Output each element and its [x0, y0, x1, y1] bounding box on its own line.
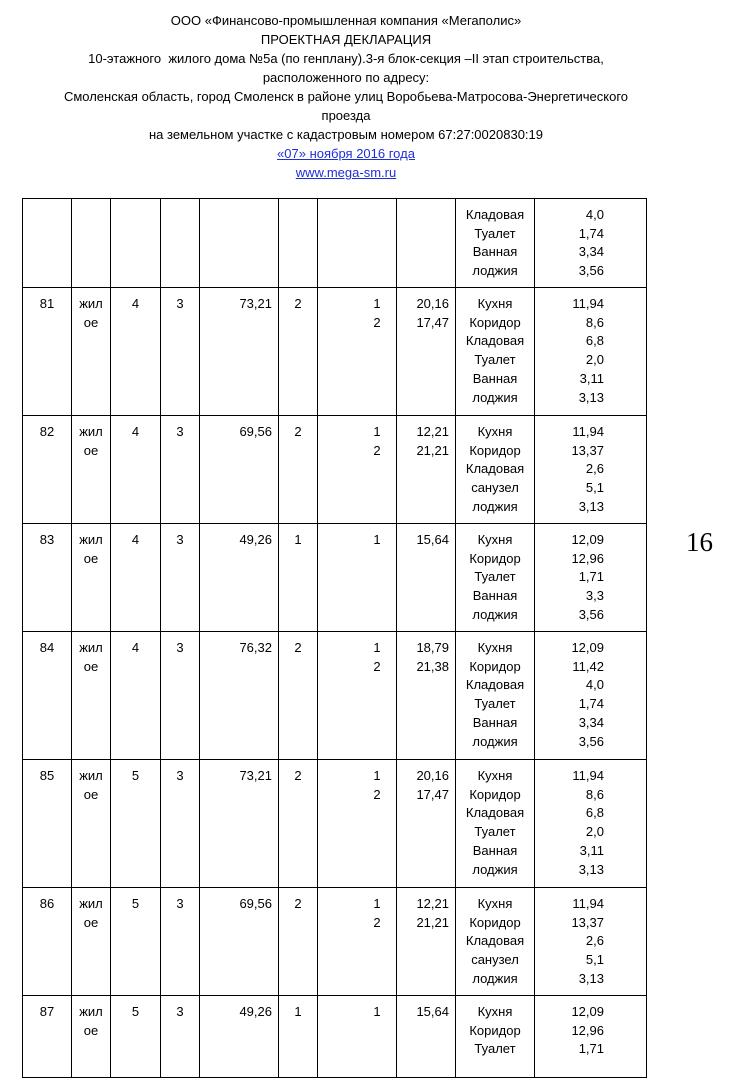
aux-room-area: 8,6 [585, 786, 604, 802]
aux-room-area: 12,96 [571, 550, 604, 566]
apartment-number: 83 [39, 532, 55, 547]
website-link[interactable]: www.mega-sm.ru [295, 165, 397, 180]
room-area: 15,64 [416, 532, 449, 547]
aux-room-area: 5,1 [585, 480, 604, 496]
room-number-cell [318, 888, 397, 996]
room-area: 17,47 [416, 786, 449, 802]
aux-room-name: лоджия [472, 498, 518, 514]
company-name: ООО «Финансово-промышленная компания «Мегаполис» [170, 13, 522, 28]
apartment-type: жил [79, 768, 103, 783]
apartment-type-cell [72, 632, 111, 760]
total-area-cell [200, 888, 279, 996]
apartment-type: жил [79, 532, 103, 547]
table-row [23, 199, 647, 288]
object-description-cont: расположенного по адресу: [262, 70, 430, 85]
cadastral-number: на земельном участке с кадастровым номером 67:27:0020830:19 [148, 127, 543, 142]
room-area-cell [397, 288, 456, 416]
room-area: 20,16 [416, 296, 449, 311]
aux-room-area: 3,34 [578, 714, 604, 730]
apartment-type: ое [83, 786, 99, 802]
apartment-type-cell [72, 416, 111, 524]
aux-room-name-cell [456, 524, 535, 632]
aux-room-area: 3,13 [578, 970, 604, 986]
room-count-cell [279, 416, 318, 524]
floor-cell [111, 632, 161, 760]
apartments-table [22, 198, 647, 1078]
room-count-cell [279, 288, 318, 416]
aux-room-area-cell [535, 632, 647, 760]
apartment-number-cell [23, 199, 72, 288]
apartment-number: 86 [39, 896, 55, 911]
floor-cell [111, 996, 161, 1078]
aux-room-name: Ванная [472, 588, 518, 604]
aux-room-name: Кладовая [465, 933, 525, 949]
aux-room-name: лоджия [472, 606, 518, 622]
section-cell [161, 996, 200, 1078]
aux-room-area: 8,6 [585, 314, 604, 330]
aux-room-area: 11,94 [572, 896, 604, 911]
aux-room-name: Кухня [477, 768, 513, 783]
aux-room-area: 3,3 [585, 588, 604, 604]
apartment-type: жил [79, 296, 103, 311]
aux-room-name: Ванная [472, 842, 518, 858]
room-number-cell [318, 632, 397, 760]
aux-room-area: 4,0 [585, 677, 604, 693]
aux-room-area: 3,11 [579, 370, 604, 386]
floor-cell [111, 888, 161, 996]
aux-room-area: 12,09 [571, 532, 604, 547]
aux-room-name-cell [456, 288, 535, 416]
apartment-type: ое [83, 914, 99, 930]
aux-room-area: 4,0 [585, 207, 604, 222]
room-area-cell [397, 199, 456, 288]
total-area: 73,21 [239, 296, 272, 311]
aux-room-name-cell [456, 632, 535, 760]
total-area-cell [200, 288, 279, 416]
aux-room-area-cell [535, 996, 647, 1078]
date-link[interactable]: «07» ноября 2016 года [277, 146, 415, 161]
aux-room-area: 13,37 [571, 914, 604, 930]
room-area-cell [397, 524, 456, 632]
aux-room-name: санузел [471, 952, 519, 968]
table-row [23, 524, 647, 632]
apartment-type: жил [79, 424, 103, 439]
total-area: 69,56 [239, 896, 272, 911]
room-count-cell [279, 524, 318, 632]
room-count-cell [279, 996, 318, 1078]
section: 3 [176, 424, 184, 439]
aux-room-name: Коридор [469, 314, 521, 330]
floor: 5 [131, 896, 140, 911]
aux-room-name: Кухня [477, 1004, 513, 1019]
room-count: 1 [294, 532, 302, 547]
section-cell [161, 288, 200, 416]
total-area: 69,56 [239, 424, 272, 439]
apartment-type: ое [83, 658, 99, 674]
aux-room-area-cell [535, 760, 647, 888]
aux-room-area: 2,6 [585, 933, 604, 949]
aux-room-area: 1,74 [578, 696, 604, 712]
room-number-cell [318, 288, 397, 416]
apartment-number-cell [23, 288, 72, 416]
table-row [23, 416, 647, 524]
aux-room-area: 6,8 [585, 333, 604, 349]
aux-room-area: 1,71 [578, 1041, 604, 1057]
section-cell [161, 760, 200, 888]
section: 3 [176, 296, 184, 311]
floor: 4 [131, 640, 140, 655]
aux-room-name: Ванная [472, 714, 518, 730]
table-row [23, 888, 647, 996]
aux-room-area: 11,42 [572, 658, 604, 674]
room-area: 17,47 [416, 314, 449, 330]
room-count-cell [279, 760, 318, 888]
room-area: 12,21 [416, 896, 449, 911]
apartment-type: ое [83, 1022, 99, 1038]
aux-room-area: 2,0 [585, 352, 604, 368]
room-number-cell [318, 760, 397, 888]
aux-room-name-cell [456, 760, 535, 888]
section-cell [161, 888, 200, 996]
aux-room-area: 11,94 [572, 296, 604, 311]
floor-cell [111, 416, 161, 524]
aux-room-area: 12,96 [571, 1022, 604, 1038]
aux-room-name: Туалет [474, 824, 516, 840]
aux-room-area: 3,13 [578, 498, 604, 514]
table-row [23, 632, 647, 760]
aux-room-name: Коридор [469, 914, 521, 930]
aux-room-name-cell [456, 199, 535, 288]
room-area-cell [397, 632, 456, 760]
table-row [23, 760, 647, 888]
apartment-type: жил [79, 1004, 103, 1019]
total-area: 76,32 [239, 640, 272, 655]
address-cont: проезда [321, 108, 371, 123]
aux-room-area: 3,11 [579, 842, 604, 858]
room-number: 2 [373, 786, 381, 802]
aux-room-area: 11,94 [572, 424, 604, 439]
aux-room-area-cell [535, 199, 647, 288]
aux-room-name-cell [456, 996, 535, 1078]
section-cell [161, 632, 200, 760]
room-area: 18,79 [416, 640, 449, 655]
apartment-number: 85 [39, 768, 55, 783]
apartment-number-cell [23, 416, 72, 524]
aux-room-name: Коридор [469, 550, 521, 566]
aux-room-name: Коридор [469, 1022, 521, 1038]
room-number: 2 [373, 442, 381, 458]
room-count: 1 [294, 1004, 302, 1019]
aux-room-area: 13,37 [571, 442, 604, 458]
section: 3 [176, 1004, 184, 1019]
aux-room-name: Коридор [469, 786, 521, 802]
aux-room-name: лоджия [472, 263, 518, 279]
table-row [23, 288, 647, 416]
total-area-cell [200, 760, 279, 888]
room-area-cell [397, 888, 456, 996]
apartment-type-cell [72, 760, 111, 888]
aux-room-area: 5,1 [585, 952, 604, 968]
aux-room-name: Туалет [474, 352, 516, 368]
floor-cell [111, 524, 161, 632]
aux-room-name: Кладовая [465, 207, 525, 222]
total-area-cell [200, 996, 279, 1078]
room-count-cell [279, 632, 318, 760]
aux-room-name: лоджия [472, 733, 518, 749]
aux-room-name: Туалет [474, 225, 516, 241]
room-count: 2 [294, 768, 302, 783]
aux-room-area: 1,74 [578, 225, 604, 241]
room-area-cell [397, 416, 456, 524]
floor: 5 [131, 768, 140, 783]
apartment-type-cell [72, 288, 111, 416]
total-area-cell [200, 416, 279, 524]
aux-room-name: лоджия [472, 861, 518, 877]
aux-room-area: 1,71 [578, 569, 604, 585]
apartment-number: 82 [39, 424, 55, 439]
apartment-number: 87 [39, 1004, 55, 1019]
room-number: 1 [373, 1004, 381, 1019]
apartment-number: 84 [39, 640, 55, 655]
apartment-number-cell [23, 996, 72, 1078]
room-number: 2 [373, 658, 381, 674]
aux-room-area: 3,56 [578, 606, 604, 622]
aux-room-name: Кухня [477, 896, 513, 911]
aux-room-name: Кладовая [465, 805, 525, 821]
room-number: 1 [373, 896, 381, 911]
room-count: 2 [294, 296, 302, 311]
room-number: 2 [373, 914, 381, 930]
aux-room-name: Кладовая [465, 677, 525, 693]
room-area: 21,38 [416, 658, 449, 674]
aux-room-area: 6,8 [585, 805, 604, 821]
object-description: 10-этажного жилого дома №5а (по генплану).3-я блок-секция –II этап строительства, [88, 51, 604, 66]
aux-room-name: Кухня [477, 532, 513, 547]
aux-room-area: 2,6 [585, 461, 604, 477]
room-number-cell [318, 524, 397, 632]
floor: 4 [131, 296, 140, 311]
total-area: 49,26 [239, 1004, 272, 1019]
room-count: 2 [294, 896, 302, 911]
aux-room-area: 3,34 [578, 244, 604, 260]
apartment-number-cell [23, 760, 72, 888]
room-area: 21,21 [416, 442, 449, 458]
aux-room-area: 3,56 [578, 733, 604, 749]
room-count-cell [279, 199, 318, 288]
aux-room-area: 12,09 [571, 640, 604, 655]
aux-room-name: Туалет [474, 569, 516, 585]
apartment-type: жил [79, 896, 103, 911]
room-area: 15,64 [416, 1004, 449, 1019]
aux-room-name: Кухня [477, 296, 513, 311]
aux-room-area: 3,56 [578, 263, 604, 279]
aux-room-area: 2,0 [585, 824, 604, 840]
room-area-cell [397, 996, 456, 1078]
section: 3 [176, 896, 184, 911]
aux-room-name: Коридор [469, 442, 521, 458]
document-header [0, 11, 692, 182]
aux-room-area: 12,09 [571, 1004, 604, 1019]
floor-cell [111, 760, 161, 888]
apartment-type: ое [83, 442, 99, 458]
aux-room-name: лоджия [472, 970, 518, 986]
aux-room-area: 3,13 [578, 389, 604, 405]
room-number-cell [318, 996, 397, 1078]
floor-cell [111, 199, 161, 288]
room-number: 1 [373, 424, 381, 439]
aux-room-name: Кладовая [465, 333, 525, 349]
room-area: 20,16 [416, 768, 449, 783]
aux-room-name: Кухня [477, 640, 513, 655]
apartment-number-cell [23, 888, 72, 996]
room-number: 1 [373, 768, 381, 783]
aux-room-area-cell [535, 288, 647, 416]
room-number: 1 [373, 296, 381, 311]
table-row [23, 996, 647, 1078]
room-count: 2 [294, 640, 302, 655]
address: Смоленская область, город Смоленск в районе улиц Воробьева-Матросова-Энергетического [63, 89, 629, 104]
document-title: ПРОЕКТНАЯ ДЕКЛАРАЦИЯ [260, 32, 432, 47]
section: 3 [176, 640, 184, 655]
apartment-type-cell [72, 996, 111, 1078]
floor: 5 [131, 1004, 140, 1019]
room-area: 12,21 [416, 424, 449, 439]
apartment-type-cell [72, 199, 111, 288]
room-area: 21,21 [416, 914, 449, 930]
section: 3 [176, 532, 184, 547]
room-number: 1 [373, 532, 381, 547]
aux-room-name: Туалет [474, 1041, 516, 1057]
aux-room-area: 11,94 [572, 768, 604, 783]
apartment-number-cell [23, 524, 72, 632]
aux-room-name-cell [456, 416, 535, 524]
aux-room-name: Кладовая [465, 461, 525, 477]
room-number-cell [318, 199, 397, 288]
total-area: 73,21 [239, 768, 272, 783]
aux-room-name: Туалет [474, 696, 516, 712]
section-cell [161, 199, 200, 288]
aux-room-name: Ванная [472, 370, 518, 386]
floor: 4 [131, 424, 140, 439]
apartment-type-cell [72, 524, 111, 632]
room-area-cell [397, 760, 456, 888]
aux-room-area-cell [535, 888, 647, 996]
floor: 4 [131, 532, 140, 547]
apartment-number: 81 [39, 296, 55, 311]
aux-room-area-cell [535, 416, 647, 524]
apartment-type: ое [83, 314, 99, 330]
total-area-cell [200, 199, 279, 288]
total-area-cell [200, 524, 279, 632]
page-number: 16 [686, 527, 713, 557]
room-count-cell [279, 888, 318, 996]
section: 3 [176, 768, 184, 783]
room-number: 2 [373, 314, 381, 330]
room-number: 1 [373, 640, 381, 655]
total-area: 49,26 [239, 532, 272, 547]
aux-room-name: санузел [471, 480, 519, 496]
aux-room-area: 3,13 [578, 861, 604, 877]
aux-room-name: Кухня [477, 424, 513, 439]
aux-room-area-cell [535, 524, 647, 632]
floor-cell [111, 288, 161, 416]
aux-room-name-cell [456, 888, 535, 996]
apartment-type-cell [72, 888, 111, 996]
aux-room-name: Ванная [472, 244, 518, 260]
apartment-type: жил [79, 640, 103, 655]
total-area-cell [200, 632, 279, 760]
apartment-type: ое [83, 550, 99, 566]
section-cell [161, 416, 200, 524]
aux-room-name: лоджия [472, 389, 518, 405]
aux-room-name: Коридор [469, 658, 521, 674]
room-count: 2 [294, 424, 302, 439]
apartment-number-cell [23, 632, 72, 760]
section-cell [161, 524, 200, 632]
room-number-cell [318, 416, 397, 524]
